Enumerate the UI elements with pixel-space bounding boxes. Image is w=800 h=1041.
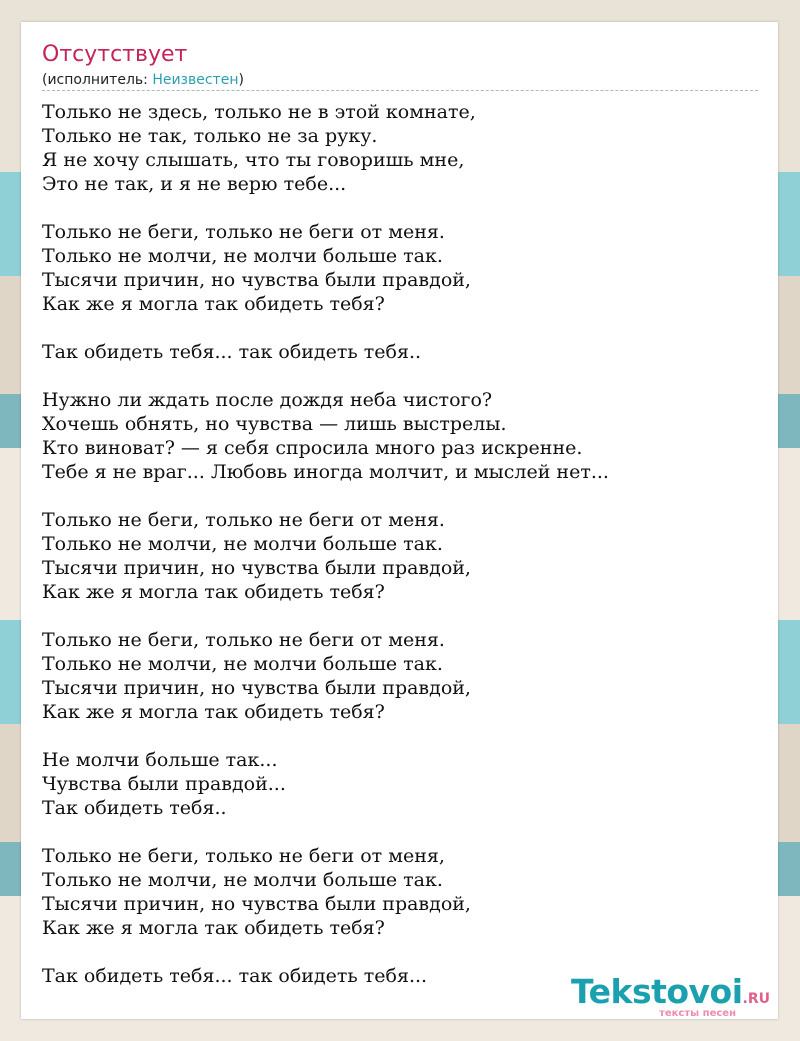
logo-domain-suffix: .RU [742, 991, 770, 1007]
lyrics-stanza [42, 220, 762, 316]
lyrics-line: Только не беги, только не беги от меня. [42, 629, 445, 651]
lyrics-stanza [42, 340, 762, 364]
lyrics-line: Как же я могла так обидеть тебя? [42, 917, 385, 939]
lyrics-line: Только не здесь, только не в этой комнате, [42, 101, 476, 123]
lyrics-line: Только не беги, только не беги от меня. [42, 221, 445, 243]
artist-prefix: (исполнитель: [42, 72, 153, 88]
lyrics-line: Тысячи причин, но чувства были правдой, [42, 557, 471, 579]
lyrics-stanza [42, 628, 762, 724]
lyrics-card [21, 22, 778, 1019]
lyrics-line: Как же я могла так обидеть тебя? [42, 581, 385, 603]
lyrics-text [42, 100, 762, 1012]
lyrics-line: Так обидеть тебя... так обидеть тебя... [42, 965, 428, 987]
logo-tagline: тексты песен [659, 1008, 736, 1019]
lyrics-line: Хочешь обнять, но чувства — лишь выстрелы. [42, 413, 507, 435]
lyrics-line: Только не молчи, не молчи больше так. [42, 245, 443, 267]
title-separator [42, 90, 758, 91]
lyrics-line: Тысячи причин, но чувства были правдой, [42, 677, 471, 699]
lyrics-line: Только не так, только не за руку. [42, 125, 378, 147]
lyrics-stanza [42, 100, 762, 196]
lyrics-line: Тебе я не враг... Любовь иногда молчит, и мыслей нет... [42, 461, 609, 483]
lyrics-line: Так обидеть тебя... так обидеть тебя.. [42, 341, 422, 363]
lyrics-stanza [42, 844, 762, 940]
lyrics-line: Только не молчи, не молчи больше так. [42, 869, 443, 891]
lyrics-line: Как же я могла так обидеть тебя? [42, 701, 385, 723]
lyrics-line: Только не беги, только не беги от меня. [42, 509, 445, 531]
logo-wordmark: Tekstovoi [570, 972, 743, 1011]
lyrics-line: Тысячи причин, но чувства были правдой, [42, 893, 471, 915]
lyrics-line: Нужно ли ждать после дождя неба чистого? [42, 389, 493, 411]
lyrics-line: Только не молчи, не молчи больше так. [42, 533, 443, 555]
lyrics-line: Как же я могла так обидеть тебя? [42, 293, 385, 315]
lyrics-line: Только не молчи, не молчи больше так. [42, 653, 443, 675]
lyrics-line: Так обидеть тебя.. [42, 797, 227, 819]
lyrics-line: Тысячи причин, но чувства были правдой, [42, 269, 471, 291]
site-logo[interactable] [570, 972, 770, 1019]
lyrics-line: Это не так, и я не верю тебе... [42, 173, 347, 195]
lyrics-line: Кто виноват? — я себя спросила много раз искренне. [42, 437, 583, 459]
lyrics-stanza [42, 508, 762, 604]
lyrics-line: Чувства были правдой... [42, 773, 286, 795]
lyrics-line: Не молчи больше так... [42, 749, 278, 771]
song-title: Отсутствует [42, 42, 188, 67]
artist-link[interactable]: Неизвестен [152, 72, 239, 88]
lyrics-line: Только не беги, только не беги от меня, [42, 845, 445, 867]
lyrics-line: Я не хочу слышать, что ты говоришь мне, [42, 149, 465, 171]
lyrics-stanza [42, 748, 762, 820]
lyrics-stanza [42, 388, 762, 484]
artist-suffix: ) [238, 72, 244, 88]
artist-line [42, 72, 244, 88]
